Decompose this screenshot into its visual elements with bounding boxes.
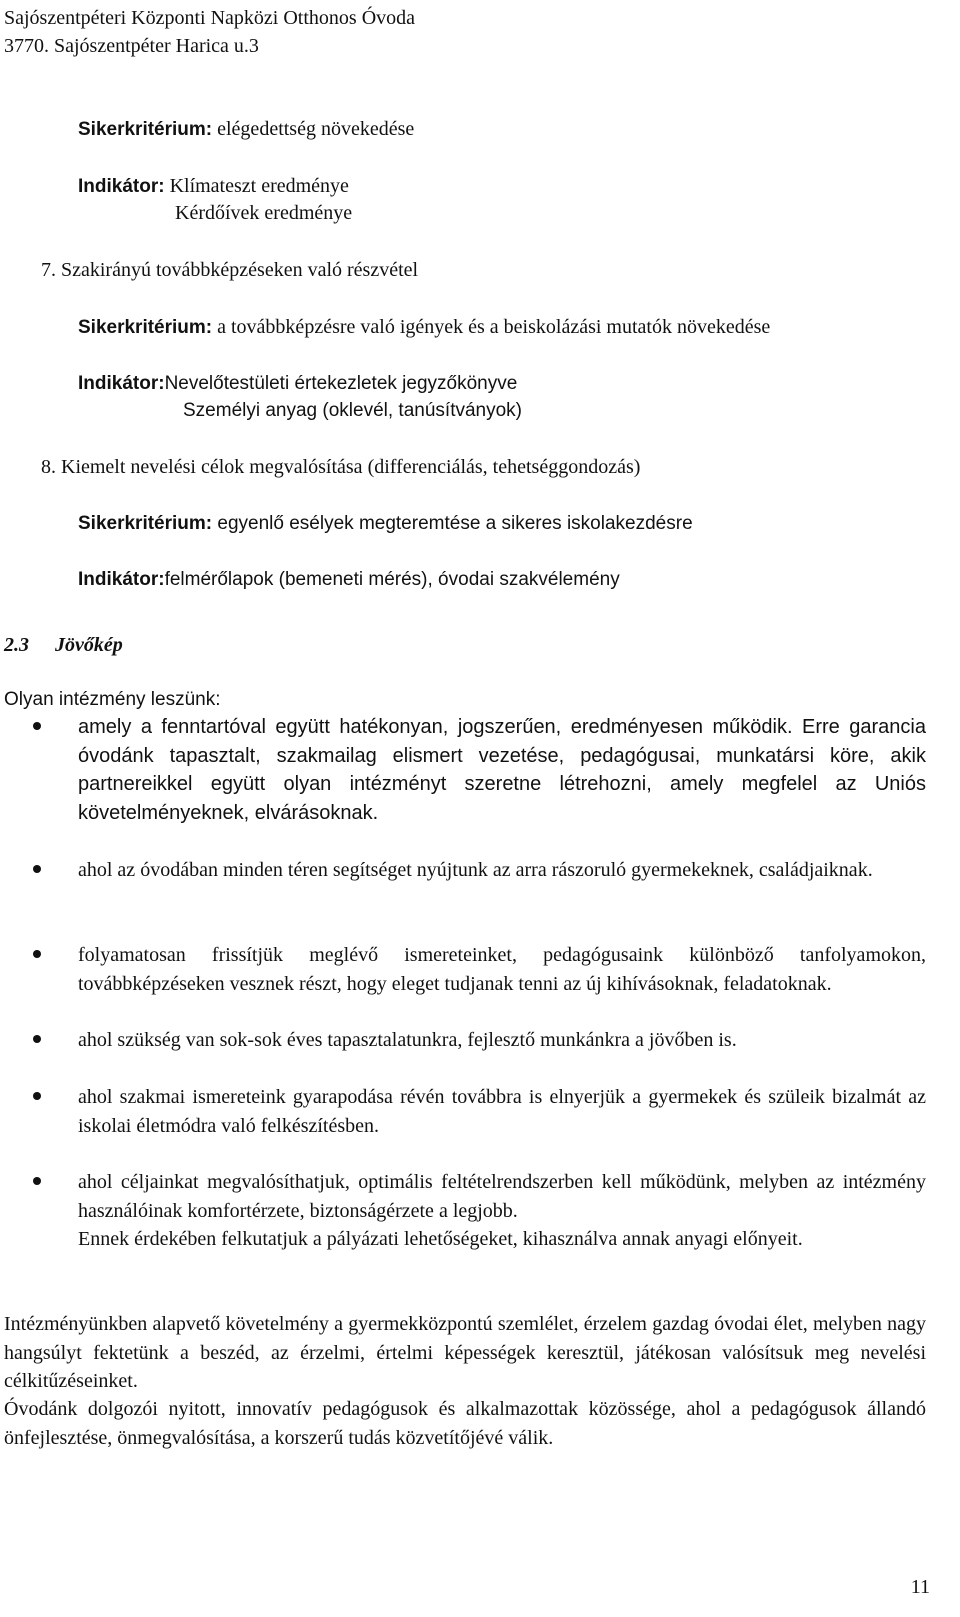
success-criterion-text: a továbbképzésre való igények és a beiskolázási mutatók növekedése xyxy=(212,316,771,338)
bullet-item-1: amely a fenntartóval együtt hatékonyan, jogszerűen, eredményesen működik. Erre garancia óvodánk tapasztalt, szakmailag elismert vezetése, pedagógusai, munkatársi köre, akik partnereikkel együtt olyan intézményt szeretne létrehozni, amely megfelel az Uniós követelményeknek, elvárásoknak. xyxy=(78,716,926,824)
section-heading xyxy=(4,633,123,657)
item7-indicator-row xyxy=(78,371,517,396)
section-number: 2.3 xyxy=(4,634,29,656)
item6-success-row xyxy=(78,117,414,142)
indicator-text: Nevelőtestületi értekezletek jegyzőkönyve xyxy=(164,373,518,394)
bullet-item-5: ahol szakmai ismereteink gyarapodása révén továbbra is elnyerjük a gyermekek és szüleik bizalmát az iskolai életmódra való felkészítésben. xyxy=(78,1086,926,1137)
indicator-text: Klímateszt eredménye xyxy=(164,175,349,197)
section-title: Jövőkép xyxy=(55,634,123,656)
success-criterion-text: egyenlő esélyek megteremtése a sikeres iskolakezdésre xyxy=(212,513,693,534)
institution-address: 3770. Sajószentpéter Harica u.3 xyxy=(4,35,259,57)
bullet-icon xyxy=(33,1035,41,1043)
bullet-item-6-extra: Ennek érdekében felkutatjuk a pályázati lehetőségeket, kihasználva annak anyagi előnyeit. xyxy=(78,1228,803,1250)
bullet-icon xyxy=(33,1177,41,1185)
item6-indicator-row xyxy=(78,174,349,199)
institution-name: Sajószentpéteri Központi Napközi Otthonos Óvoda xyxy=(4,7,416,29)
success-criterion-label: Sikerkritérium: xyxy=(78,317,213,338)
bullet-icon xyxy=(33,722,41,730)
success-criterion-text: elégedettség növekedése xyxy=(212,118,415,140)
bullet-icon xyxy=(33,950,41,958)
item7-success-row xyxy=(78,315,770,340)
item8-heading: 8. Kiemelt nevelési célok megvalósítása (differenciálás, tehetséggondozás) xyxy=(41,456,641,478)
success-criterion-label: Sikerkritérium: xyxy=(78,513,213,534)
item7-indicator-text2: Személyi anyag (oklevél, tanúsítványok) xyxy=(183,400,522,421)
bullet-item-2: ahol az óvodában minden téren segítséget nyújtunk az arra rászoruló gyermekeknek, családjaiknak. xyxy=(78,859,873,881)
bullet-item-3: folyamatosan frissítjük meglévő ismereteinket, pedagógusaink különböző tanfolyamokon, továbbképzéseken vesznek részt, hogy eleget tudjanak tenni az új kihívásoknak, feladatoknak. xyxy=(78,944,926,995)
indicator-text: felmérőlapok (bemeneti mérés), óvodai szakvélemény xyxy=(164,569,620,590)
item8-success-row xyxy=(78,511,693,536)
paragraph-1: Intézményünkben alapvető követelmény a gyermekközpontú szemlélet, érzelem gazdag óvodai élet, melyben nagy hangsúlyt fektetünk a beszéd, az érzelmi, értelmi képességek keresztül, játékosan valósítsuk meg nevelési célkitűzéseinket. xyxy=(4,1313,926,1392)
indicator-label: Indikátor: xyxy=(78,373,165,394)
indicator-label: Indikátor: xyxy=(78,176,165,197)
bullet-item-4: ahol szükség van sok-sok éves tapasztalatunkra, fejlesztő munkánkra a jövőben is. xyxy=(78,1029,737,1051)
bullet-icon xyxy=(33,865,41,873)
item8-indicator-row xyxy=(78,567,620,592)
item6-indicator-text2: Kérdőívek eredménye xyxy=(175,202,353,224)
bullet-item-6: ahol céljainkat megvalósíthatjuk, optimális feltételrendszerben kell működünk, melyben az intézmény használóinak komfortérzete, biztonságérzete a legjobb. xyxy=(78,1171,926,1222)
bullet-icon xyxy=(33,1092,41,1100)
success-criterion-label: Sikerkritérium: xyxy=(78,119,213,140)
section-intro: Olyan intézmény leszünk: xyxy=(4,689,221,710)
page-number: 11 xyxy=(910,1576,930,1598)
indicator-label: Indikátor: xyxy=(78,569,165,590)
paragraph-2: Óvodánk dolgozói nyitott, innovatív pedagógusok és alkalmazottak közössége, ahol a pedagógusok állandó önfejlesztése, önmegvalósítása, a korszerű tudás közvetítőjévé válik. xyxy=(4,1398,926,1449)
item7-heading: 7. Szakirányú továbbképzéseken való részvétel xyxy=(41,259,419,281)
